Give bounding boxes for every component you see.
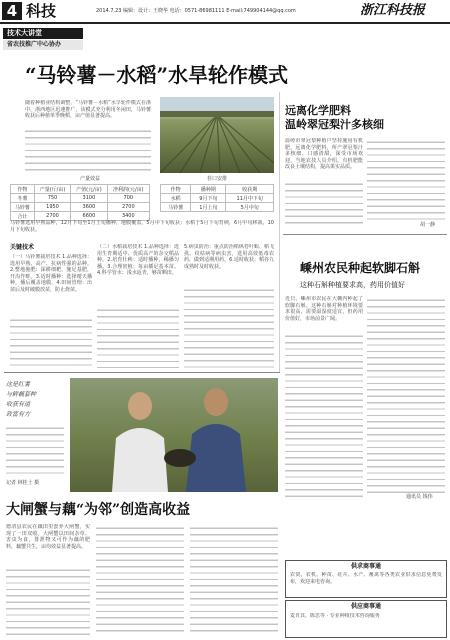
masthead-info: 2014.7.23 编辑：设计：王晓华 电话：0571-86981111 E-mail:749904144@qq.com: [96, 8, 296, 14]
ad-2-title: 供应商事通: [350, 603, 381, 610]
table-cell: 11月中下旬: [226, 194, 274, 203]
main-after-table-text: 马铃薯选用早熟品种，12月下旬至1月上旬播种，地膜覆盖，5月中下旬收获；水稻于5月下旬育秧，6月中旬移栽，10月下旬收获。: [10, 220, 274, 233]
yield-col: 产值(元/亩): [71, 185, 107, 194]
yield-col: 产量(斤/亩): [34, 185, 70, 194]
schedule-table-title: 茬口安排: [206, 176, 227, 182]
farmer-filler-a: [285, 332, 363, 500]
farmer-author: 通讯员 钱伟: [406, 494, 433, 500]
table-row: [11, 194, 150, 203]
column-divider: [279, 92, 280, 372]
yield-col: 净利润(元/亩): [107, 185, 149, 194]
yield-table-header: [11, 185, 150, 194]
crab-filler-b: [96, 524, 184, 636]
yield-col: 作物: [11, 185, 35, 194]
schedule-table: [160, 184, 274, 212]
masthead: [0, 0, 450, 22]
ad-2-body: 麦肯其、陈思等 · 专业种植技术咨询服务: [290, 613, 380, 619]
main-col-b-text: （二）水稻栽培技术 1.品种选择：选用生育期适中、优质高产的杂交稻品种。2.培育壮秧：适时播种，稀播匀播。3.合理密植：每亩插足基本苗。4.科学管水：浅水返青，够苗晒田。: [97, 244, 179, 277]
main-col-b-filler: [97, 306, 179, 368]
crab-filler-c: [190, 524, 278, 636]
ad-box-2: [285, 600, 447, 638]
section-name: 科技: [26, 2, 57, 20]
crab-headline: 大闸蟹与藕“为邻”创造高收益: [6, 502, 191, 518]
table-cell: 合计: [11, 212, 35, 221]
table-row: [161, 194, 274, 203]
fertilizer-filler-b: [367, 138, 445, 220]
newspaper-logo: 浙江科技报: [360, 3, 426, 18]
crab-body: 德清县农民在藕田里套养大闸蟹，实现了一田双收。大闸蟹以田间杂草、害虫为食，排泄物又可作为藕的肥料，藕蟹共生，亩均效益显著提高。: [6, 524, 90, 550]
yield-table: [10, 184, 150, 221]
table-cell: 冬薯: [11, 194, 35, 203]
main-intro-filler: [25, 127, 151, 171]
crab-photo: [70, 378, 278, 492]
column-tag-sublabel: 省农技推广中心协办: [3, 40, 83, 50]
caption-line: 与鲜藕套种: [6, 391, 37, 398]
main-col-c-text: 5.病虫防治：重点防治稻纵卷叶螟、稻飞虱、纹枯病等病虫害，选用高效低毒农药，做到适期用药。6.适时收获：稻谷九成熟时及时收获。: [184, 244, 274, 270]
table-cell: 750: [34, 194, 70, 203]
ad-1-body: 农资、农机、种苗、花卉、水产、畜禽等各类农业供求信息免费发布，欢迎来电咨询。: [290, 572, 442, 585]
table-cell: 3100: [71, 194, 107, 203]
farmer-filler-b: [367, 296, 445, 494]
photo-credit: 记者 林桂土 摄: [6, 480, 40, 486]
table-cell: 3600: [71, 203, 107, 212]
crab-caption-box: [4, 376, 66, 494]
table-cell: 2700: [107, 203, 149, 212]
table-cell: 1月上旬: [191, 203, 226, 212]
masthead-rule: [0, 22, 450, 24]
table-cell: 水稻: [161, 194, 191, 203]
caption-line: 这是红薯: [6, 381, 31, 388]
column-tag-label: 技术大讲堂: [3, 28, 83, 39]
crab-filler-a: [6, 566, 90, 636]
farmer-subheadline: 这种石斛种植要求高，药用价值好: [300, 281, 405, 289]
schedule-col: 播种期: [191, 185, 226, 194]
fertilizer-body: 温岭市翠冠梨种植户坚持施用有机肥，远离化学肥料，所产翠冠梨汁多核细、口感清甜，深受市场欢迎。当地农技人员介绍，有机肥能改良土壤结构，提高果实品质。: [285, 138, 363, 171]
table-cell: 5月中旬: [226, 203, 274, 212]
right-section-rule: [283, 234, 447, 235]
table-cell: 700: [107, 194, 149, 203]
table-cell: 1950: [34, 203, 70, 212]
main-col-c-filler: [184, 286, 274, 368]
farmer-body: 近日，嵊州市农民在大棚内种起了软脚石斛。这种石斛对种植环境要求很高，需要温湿度适宜，但药用价值好，市场前景广阔。: [285, 296, 363, 322]
field-rows-icon: [160, 97, 274, 173]
schedule-table-header: [161, 185, 274, 194]
two-men-icon: [70, 378, 278, 492]
table-cell: 6600: [71, 212, 107, 221]
key-tech-heading: 关键技术: [10, 244, 35, 251]
main-intro-text: 随着种植业结构调整，“马铃薯－水稻”水旱轮作模式在浙中、浙西地区迅速推广，该模式充分利用冬闲田，马铃薯收获后种植单季晚稻，亩产值显著提高。: [25, 100, 151, 120]
table-cell: 马铃薯: [161, 203, 191, 212]
main-col-a-filler: [10, 316, 92, 368]
page-number: 4: [2, 2, 22, 20]
caption-filler: [6, 424, 64, 476]
schedule-col: 作物: [161, 185, 191, 194]
schedule-col: 收获期: [226, 185, 274, 194]
yield-table-title: 产量效益: [79, 176, 100, 182]
fertilizer-headline-2: 温岭翠冠梨汁多核细: [285, 118, 384, 131]
fertilizer-filler-a: [285, 180, 363, 224]
fertilizer-author: 胡一静: [420, 222, 436, 228]
table-row: [161, 203, 274, 212]
farmer-headline: 嵊州农民种起软脚石斛: [300, 261, 421, 275]
main-headline: “马铃薯－水稻”水旱轮作模式: [25, 63, 289, 87]
column-tag: [3, 28, 83, 52]
table-cell: 马铃薯: [11, 203, 35, 212]
crab-section-rule: [4, 372, 280, 373]
table-cell: 9月下旬: [191, 194, 226, 203]
fertilizer-headline-1: 远离化学肥料: [285, 104, 351, 117]
caption-line: 收获有道: [6, 401, 31, 408]
table-cell: 3400: [107, 212, 149, 221]
table-cell: 2700: [34, 212, 70, 221]
main-col-a-text: （一）马铃薯栽培技术 1.品种选择：选用早熟、高产、抗病性强的品种。2.整地施肥：深耕细耙，施足基肥，开沟作畦。3.适时播种：选择晴天播种，播后覆盖地膜。4.田间管理：出苗后及时破膜放苗，防止烧苗。: [10, 254, 92, 293]
field-photo: [160, 97, 274, 173]
table-row: [11, 203, 150, 212]
ad-box-1: [285, 560, 447, 598]
caption-line: 致富有方: [6, 411, 31, 418]
ad-1-title: 供求商事通: [350, 563, 381, 570]
